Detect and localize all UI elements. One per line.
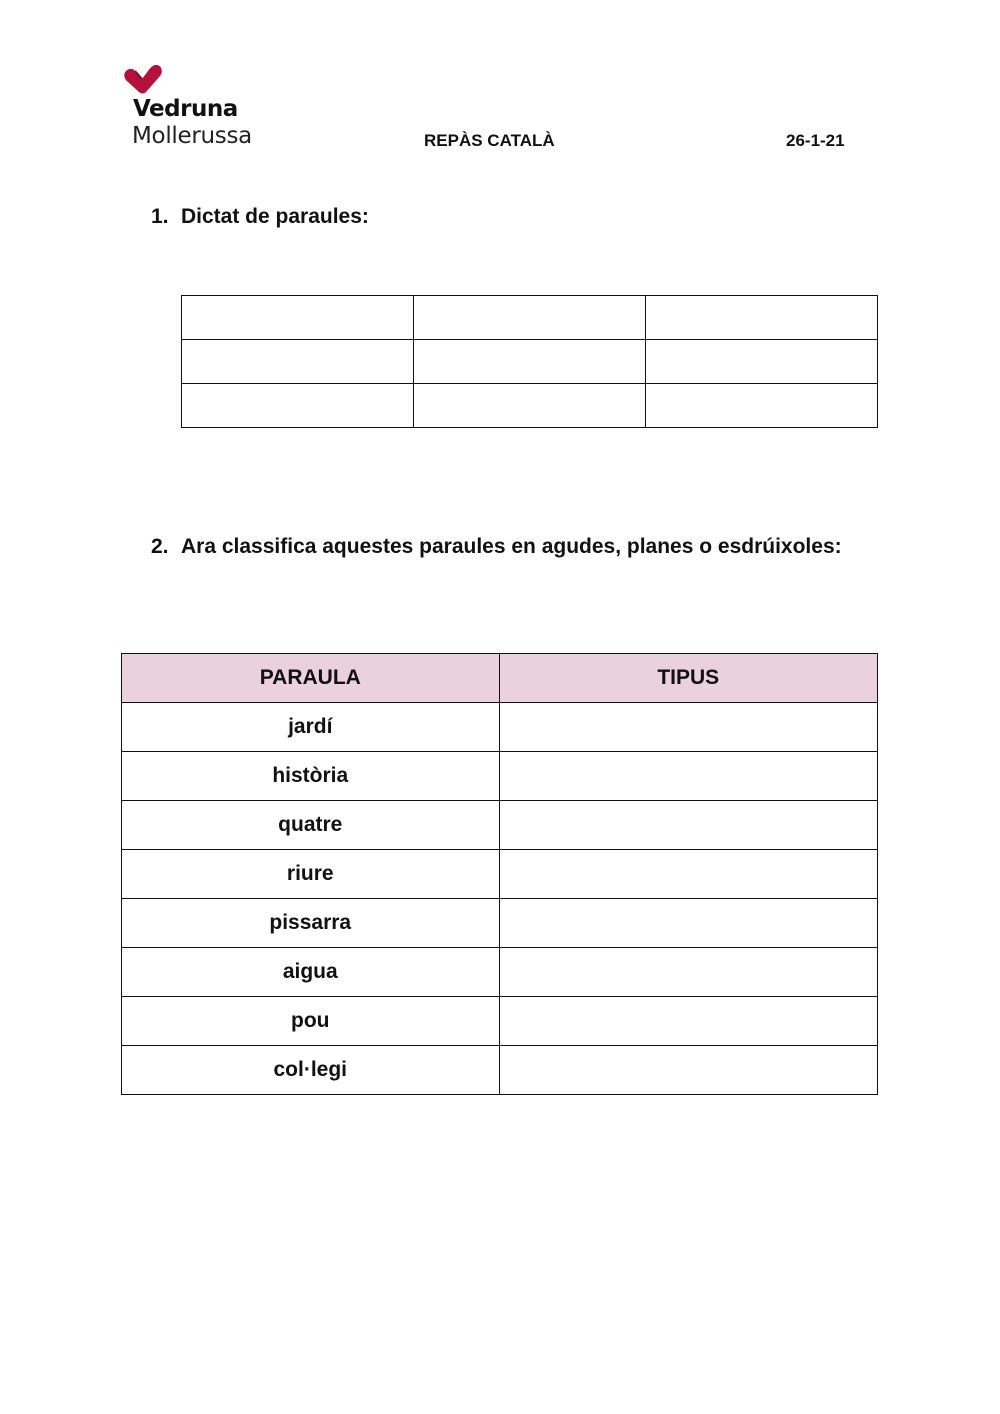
dictation-row — [182, 384, 878, 428]
vedruna-logo — [122, 62, 272, 154]
table-row — [122, 850, 878, 899]
type-answer-cell[interactable] — [499, 1046, 877, 1095]
table-row — [122, 997, 878, 1046]
dictation-cell[interactable] — [646, 340, 878, 384]
table-row — [122, 752, 878, 801]
dictation-cell[interactable] — [182, 340, 414, 384]
column-header-tipus: TIPUS — [499, 654, 877, 703]
word-cell: aigua — [122, 948, 500, 997]
word-cell: pissarra — [122, 899, 500, 948]
table-header-row — [122, 654, 878, 703]
page-title: REPÀS CATALÀ — [424, 131, 555, 150]
type-answer-cell[interactable] — [499, 752, 877, 801]
exercise-1-text: Dictat de paraules: — [181, 205, 369, 228]
word-cell: història — [122, 752, 500, 801]
word-cell: riure — [122, 850, 500, 899]
type-answer-cell[interactable] — [499, 801, 877, 850]
word-cell: pou — [122, 997, 500, 1046]
table-row — [122, 801, 878, 850]
dictation-cell[interactable] — [646, 296, 878, 340]
dictation-cell[interactable] — [414, 384, 646, 428]
word-cell: quatre — [122, 801, 500, 850]
dictation-row — [182, 340, 878, 384]
exercise-2-heading — [151, 531, 878, 562]
page-date: 26-1-21 — [786, 131, 845, 150]
type-answer-cell[interactable] — [499, 997, 877, 1046]
word-cell: col·legi — [122, 1046, 500, 1095]
dictation-grid — [181, 295, 878, 428]
table-row — [122, 948, 878, 997]
type-answer-cell[interactable] — [499, 899, 877, 948]
logo-place: Mollerussa — [132, 123, 252, 149]
column-header-paraula: PARAULA — [122, 654, 500, 703]
type-answer-cell[interactable] — [499, 948, 877, 997]
dictation-row — [182, 296, 878, 340]
classification-table — [121, 653, 878, 1095]
dictation-cell[interactable] — [182, 384, 414, 428]
exercise-2-number: 2. — [151, 535, 169, 558]
type-answer-cell[interactable] — [499, 703, 877, 752]
dictation-cell[interactable] — [182, 296, 414, 340]
table-row — [122, 1046, 878, 1095]
dictation-cell[interactable] — [414, 340, 646, 384]
checkmark-heart-icon — [122, 62, 166, 96]
dictation-cell[interactable] — [646, 384, 878, 428]
table-row — [122, 703, 878, 752]
exercise-2-text: Ara classifica aquestes paraules en agudes, planes o esdrúixoles: — [181, 535, 842, 558]
logo-name: Vedruna — [133, 96, 238, 122]
word-cell: jardí — [122, 703, 500, 752]
type-answer-cell[interactable] — [499, 850, 877, 899]
exercise-1-heading — [151, 205, 369, 229]
exercise-1-number: 1. — [151, 205, 169, 228]
table-row — [122, 899, 878, 948]
dictation-cell[interactable] — [414, 296, 646, 340]
